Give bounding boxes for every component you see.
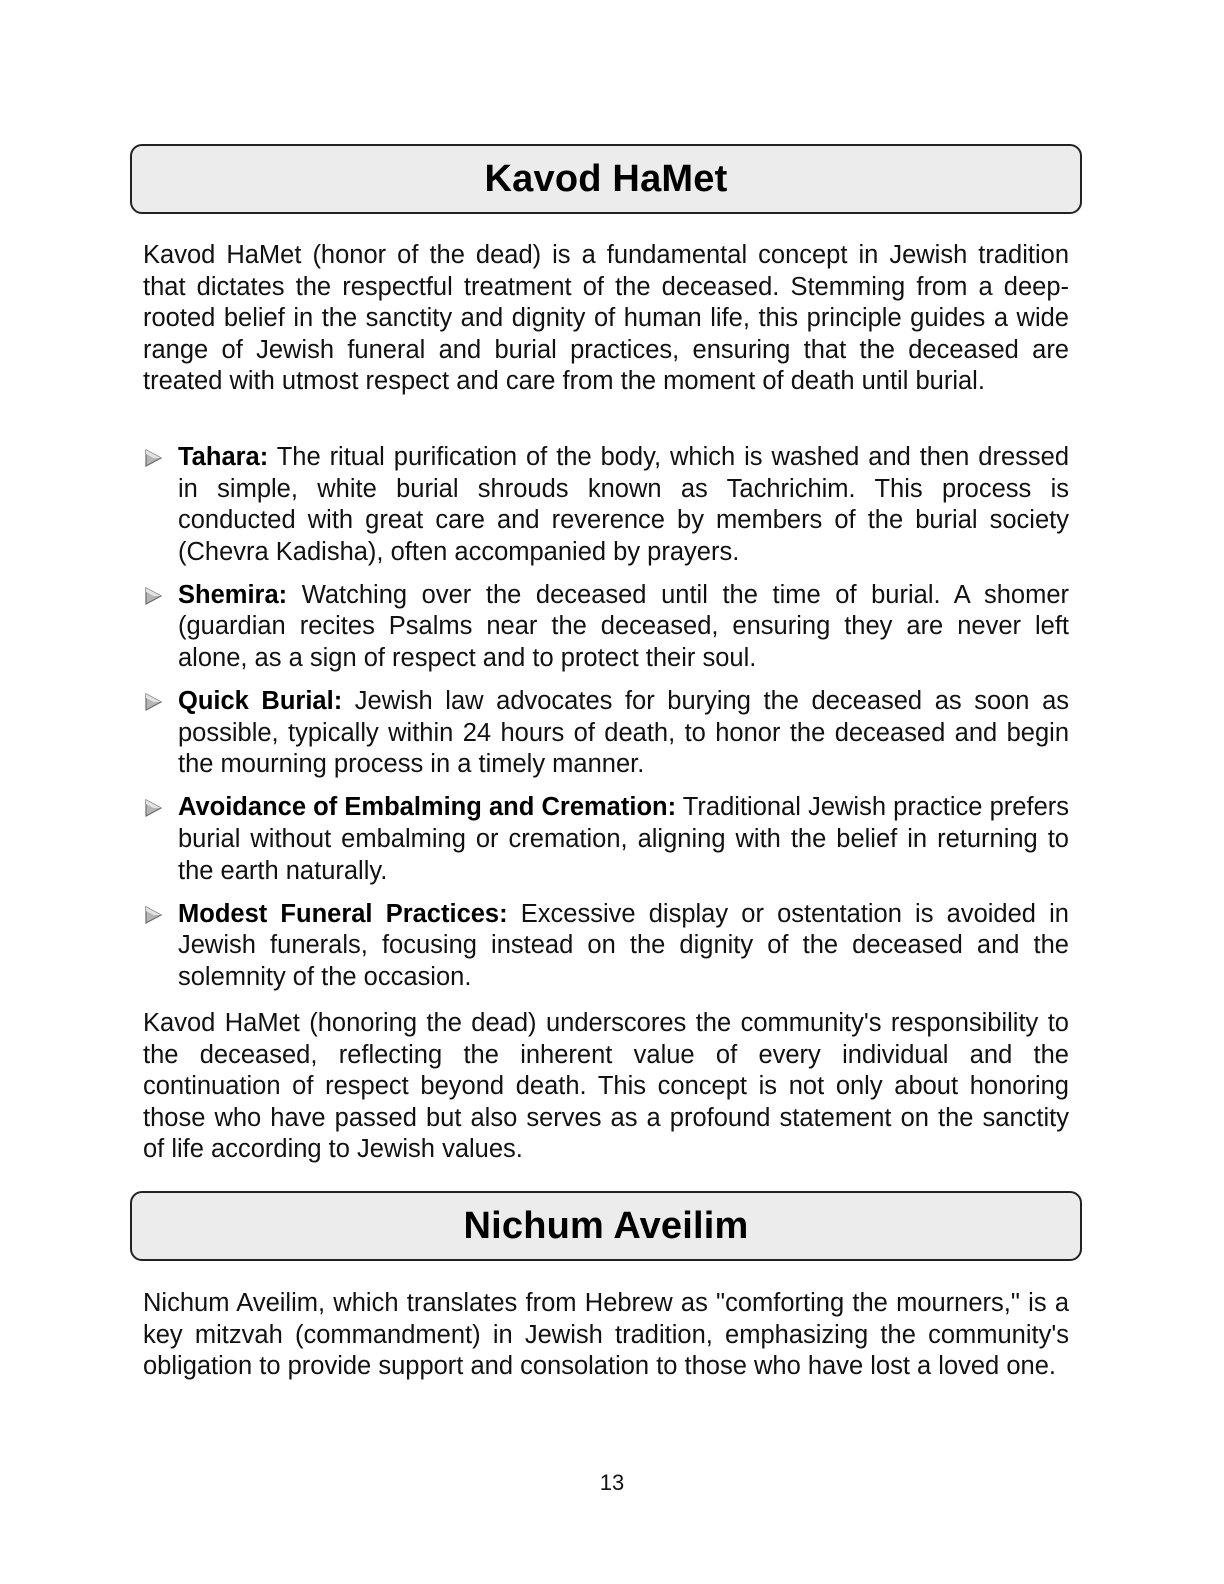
closing-paragraph: Kavod HaMet (honoring the dead) underscores the community's responsibility to the deceased, reflecting the inherent value of every individual and the continuation of respect beyond death. This concept is not only about honoring those who have passed but also serves as a profound statement on the sanctity of life according to Jewish values. [143,1009,1069,1164]
section-heading-box [130,144,1082,214]
list-item-term: Shemira: [178,580,288,609]
list-item [143,580,1069,675]
section-heading: Nichum Aveilim [463,1204,749,1247]
section-heading: Kavod HaMet [484,157,728,200]
triangle-arrow-icon [143,798,163,818]
list-item [143,792,1069,887]
intro-paragraph: Nichum Aveilim, which translates from Hebrew as "comforting the mourners," is a key mitzvah (commandment) in Jewish tradition, emphasizing the community's obligation to provide support and consolation to those who have lost a loved one. [143,1289,1069,1381]
list-item [143,899,1069,994]
list-item-text: Jewish law advocates for burying the deceased as soon as possible, typically within 24 hours of death, to honor the deceased and begin the mourning process in a timely manner. [178,687,1069,779]
section-heading-box [130,1191,1082,1261]
list-item-term: Tahara: [178,443,269,471]
list-item-text: The ritual purification of the body, which is washed and then dressed in simple, white burial shrouds known as Tachrichim. This process is conducted with great care and reverence by members of the burial society (Chevra Kadisha), often accompanied by prayers. [178,443,1070,566]
practice-list [143,442,1069,1005]
list-item [143,686,1069,781]
list-item-text: Watching over the deceased until the time of burial. A shomer (guardian recites Psalms near the deceased, ensuring they are never left alone, as a sign of respect and to protect their soul. [178,580,1069,673]
list-item [143,442,1069,568]
list-item-text: Excessive display or ostentation is avoided in Jewish funerals, focusing instead on the dignity of the deceased and the solemnity of the occasion. [178,899,1069,991]
triangle-arrow-icon [143,586,163,606]
intro-paragraph: Kavod HaMet (honor of the dead) is a fundamental concept in Jewish tradition that dictates the respectful treatment of the deceased. Stemming from a deep-rooted belief in the sanctity and dignity of human life, this principle guides a wide range of Jewish funeral and burial practices, ensuring that the deceased are treated with utmost respect and care from the moment of death until burial. [143,241,1069,396]
list-item-text: Traditional Jewish practice prefers burial without embalming or cremation, aligning with the belief in returning to the earth naturally. [178,793,1069,885]
triangle-arrow-icon [143,905,163,925]
triangle-arrow-icon [143,448,163,468]
list-item-term: Avoidance of Embalming and Cremation: [178,793,677,822]
page-number: 13 [599,1470,625,1495]
list-item-term: Modest Funeral Practices: [178,899,508,928]
list-item-term: Quick Burial: [178,687,343,716]
triangle-arrow-icon [143,692,163,712]
